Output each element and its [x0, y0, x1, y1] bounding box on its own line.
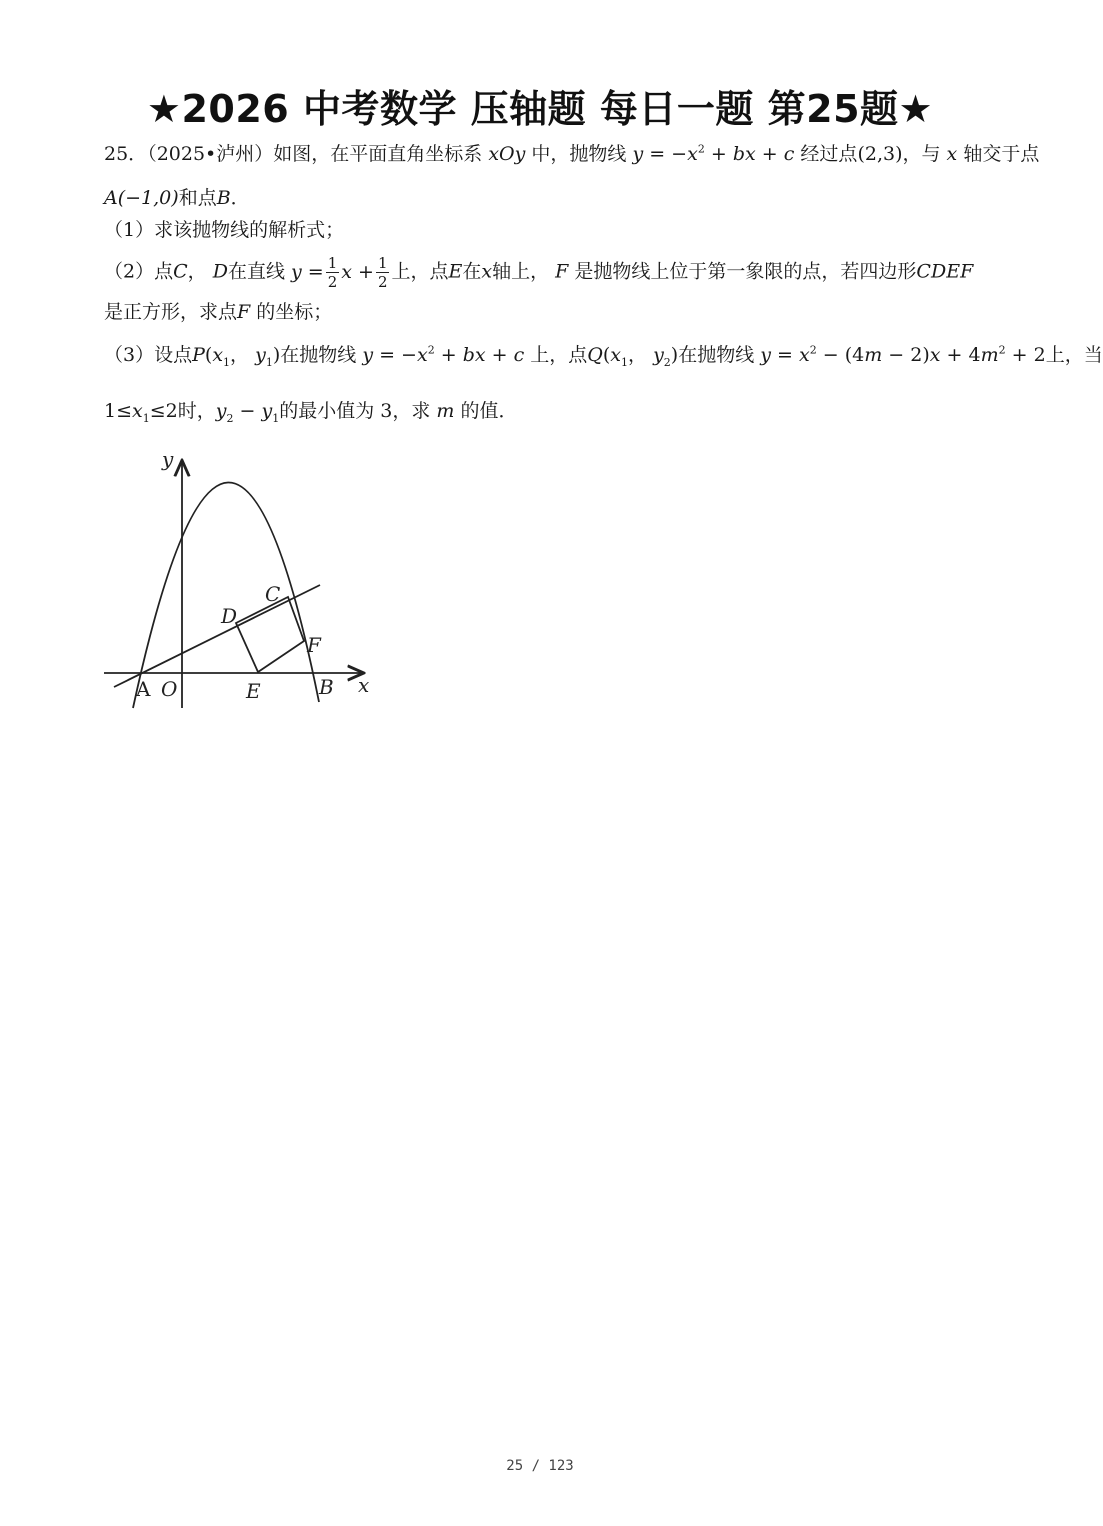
part-2-text: 在	[462, 260, 482, 283]
point-p: $P(x_1$， $y_1$)	[192, 344, 281, 369]
difference-expr: $y_2 - y_1$	[215, 400, 280, 425]
stem-text: 轴交于点	[963, 143, 1040, 165]
stem-text: 如图，在平面直角坐标系	[273, 143, 483, 165]
range-condition: $1\le x_1\le 2$	[104, 400, 178, 425]
axis-label-y: y	[162, 447, 174, 471]
parabola-formula-2: $y = x^2 - (4m - 2)x + 4m^2 + 2$	[760, 343, 1046, 366]
problem-number: 25．	[104, 143, 148, 165]
label-c: C	[265, 582, 281, 606]
axis-label-x: x	[358, 673, 370, 697]
part-2-text: 上，点	[391, 260, 449, 283]
part-2-line1: （2）点C， D在直线 y = $\frac{1}{2}$ x + $\frac{1}{2}$ 上，点E在x轴上， F 是抛物线上位于第一象限的点，若四边形CDEF	[104, 254, 974, 291]
part-2-text: 是正方形，求点	[104, 301, 238, 323]
line-formula: y = $\frac{1}{2}$ x + $\frac{1}{2}$	[291, 254, 388, 291]
label-e: E	[246, 679, 261, 703]
part-2-text: 在直线	[227, 260, 285, 283]
part-2-text: 点	[154, 260, 174, 283]
geometry-figure	[100, 440, 390, 720]
label-b: B	[319, 675, 334, 699]
part-3-line2: $1\le x_1\le 2$时，$y_2 - y_1$的最小值为 3，求 m 的值．	[104, 400, 518, 425]
part-3-text: 上，点	[530, 344, 588, 366]
part-2-line2: 是正方形，求点F 的坐标；	[104, 301, 333, 323]
part-3-text: 设点	[154, 344, 193, 366]
stem-text: ．	[230, 187, 250, 209]
part-3-text: 上，当	[1045, 344, 1103, 366]
part-2-label: （2）	[104, 260, 155, 283]
parabola-curve	[133, 482, 319, 708]
square-cdef	[236, 597, 304, 672]
part-3-text: 时，	[177, 400, 216, 422]
parabola-formula: $y = -x^2$ + bx + c	[632, 142, 795, 165]
point-b: B	[216, 187, 231, 209]
label-f: F	[307, 633, 321, 657]
parabola-formula-1: $y = -x^2$ + bx + c	[362, 343, 525, 366]
part-3-text: 在抛物线	[280, 344, 357, 366]
stem-text: ，与	[902, 143, 941, 165]
part-3-text: 的最小值为 3，求	[279, 400, 431, 422]
page-number: 25 / 123	[506, 1458, 574, 1474]
part-3-label: （3）	[104, 344, 155, 366]
stem-text: 经过点	[800, 143, 858, 165]
stem-text: 和点	[178, 187, 217, 209]
part-3-line1	[104, 341, 1103, 369]
page-title: ★2026 中考数学 压轴题 每日一题 第25题★	[146, 87, 934, 131]
part-3-text: 在抛物线	[678, 344, 755, 366]
label-o: O	[161, 677, 178, 701]
given-point: (2,3)	[857, 143, 903, 165]
part-3-text: 的值．	[460, 400, 518, 422]
figure-svg	[100, 440, 390, 720]
quad-name: CDEF	[916, 260, 974, 283]
part-2-text: 是抛物线上位于第一象限的点，若四边形	[574, 260, 917, 283]
point-a: A(−1,0)	[104, 187, 179, 209]
part-2-text: 轴上，	[492, 260, 550, 283]
problem-source: （2025•泸州）	[147, 143, 274, 165]
part-2-text: 的坐标；	[256, 301, 333, 323]
part-1-label: （1）	[104, 219, 155, 241]
point-q: $Q(x_1$， $y_2$)	[587, 344, 679, 369]
part-1-text: 求该抛物线的解析式；	[154, 219, 345, 241]
problem-stem-line1: 25．（2025•泸州）如图，在平面直角坐标系 xOy 中，抛物线 $y = -x^2$ + bx + c 经过点(2,3)，与 x 轴交于点	[104, 142, 1040, 165]
plane-name: xOy	[488, 143, 526, 165]
stem-text: 中，抛物线	[531, 143, 627, 165]
label-d: D	[221, 604, 238, 628]
problem-stem-line2	[104, 184, 250, 212]
label-a: A	[136, 677, 151, 701]
part-1	[104, 216, 344, 244]
